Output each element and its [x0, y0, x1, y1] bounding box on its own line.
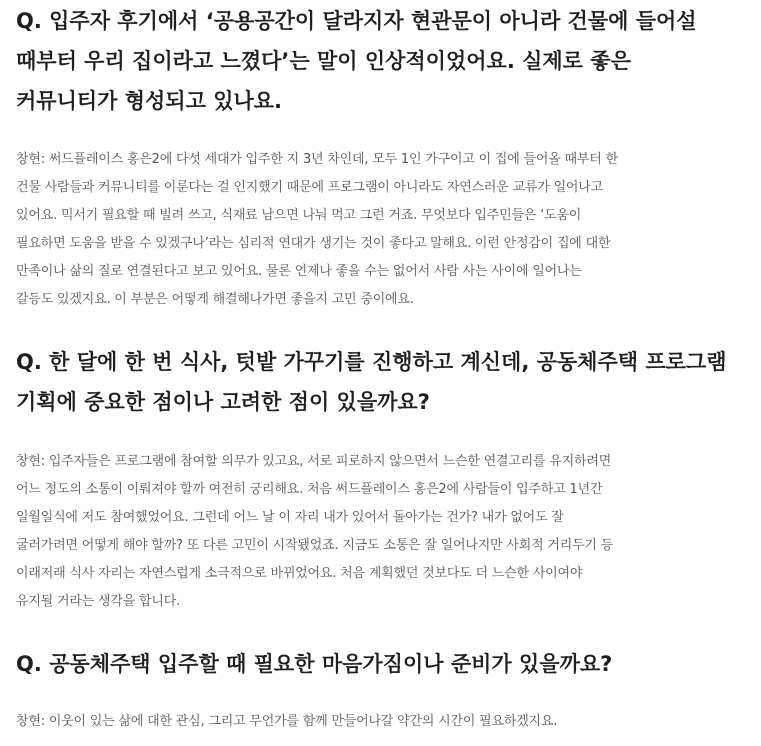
question-line: Q. 입주자 후기에서 ‘공용공간이 달라지자 현관문이 아니라 건물에 들어설 [16, 9, 697, 33]
answer-line: 창현: 이웃이 있는 삶에 대한 관심, 그리고 무언가를 함께 만들어나갈 약간의 시간이 필요하겠지요. [16, 714, 558, 729]
answer-line: 굴러가려면 어떻게 해야 할까? 또 다른 고민이 시작됐었죠. 지금도 소통은 잘 일어나지만 사회적 거리두기 등 [16, 538, 614, 553]
answer-line: 어느 정도의 소통이 이뤄져야 할까 여전히 궁리해요. 처음 써드플레이스 홍은2에 사람들이 입주하고 1년간 [16, 482, 603, 497]
answer-line: 갈등도 있겠지요. 이 부분은 어떻게 해결해나가면 좋을지 고민 중이에요. [16, 292, 414, 307]
question-line: 커뮤니티가 형성되고 있나요. [16, 89, 283, 113]
answer-line: 유지될 거라는 생각을 합니다. [16, 594, 181, 609]
answer-line: 일월일식에 저도 참여했었어요. 그런데 어느 날 이 자리 내가 있어서 돌아가는 건가? 내가 없어도 잘 [16, 510, 564, 525]
question-line: 기획에 중요한 점이나 고려한 점이 있을까요? [16, 390, 430, 414]
question-1-heading [16, 1, 697, 121]
answer-1-text [16, 146, 618, 314]
question-line: Q. 공동체주택 입주할 때 필요한 마음가짐이나 준비가 있을까요? [16, 652, 613, 676]
answer-line: 건물 사람들과 커뮤니티를 이룬다는 걸 인지했기 때문에 프로그램이 아니라도 자연스러운 교류가 일어나고 [16, 180, 604, 195]
answer-line: 만족이나 삶의 질로 연결된다고 보고 있어요. 물론 언제나 좋을 수는 없어서 사람 사는 사이에 일어나는 [16, 264, 582, 279]
answer-line: 창현: 써드플레이스 홍은2에 다섯 세대가 입주한 지 3년 차인데, 모두 1인 가구이고 이 집에 들어올 때부터 한 [16, 152, 618, 167]
question-2-heading [16, 342, 727, 422]
question-line: Q. 한 달에 한 번 식사, 텃밭 가꾸기를 진행하고 계신데, 공동체주택 프로그램 [16, 350, 727, 374]
answer-line: 창현: 입주자들은 프로그램에 참여할 의무가 있고요, 서로 피로하지 않으면서 느슨한 연결고리를 유지하려면 [16, 454, 612, 469]
question-line: 때부터 우리 집이라고 느꼈다’는 말이 인상적이었어요. 실제로 좋은 [16, 49, 631, 73]
answer-3-text [16, 708, 557, 736]
answer-2-text [16, 448, 613, 616]
answer-line: 이래저래 식사 자리는 자연스럽게 소극적으로 바뀌었어요. 처음 계획했던 것보다도 더 느슨한 사이여야 [16, 566, 583, 581]
answer-line: 있어요. 믹서기 필요할 때 빌려 쓰고, 식재료 남으면 나눠 먹고 그런 거죠. 무엇보다 입주민들은 ‘도움이 [16, 208, 582, 223]
question-3-heading [16, 644, 612, 684]
answer-line: 필요하면 도움을 받을 수 있겠구나’라는 심리적 연대가 생기는 것이 좋다고 말해요. 이런 안정감이 집에 대한 [16, 236, 611, 251]
